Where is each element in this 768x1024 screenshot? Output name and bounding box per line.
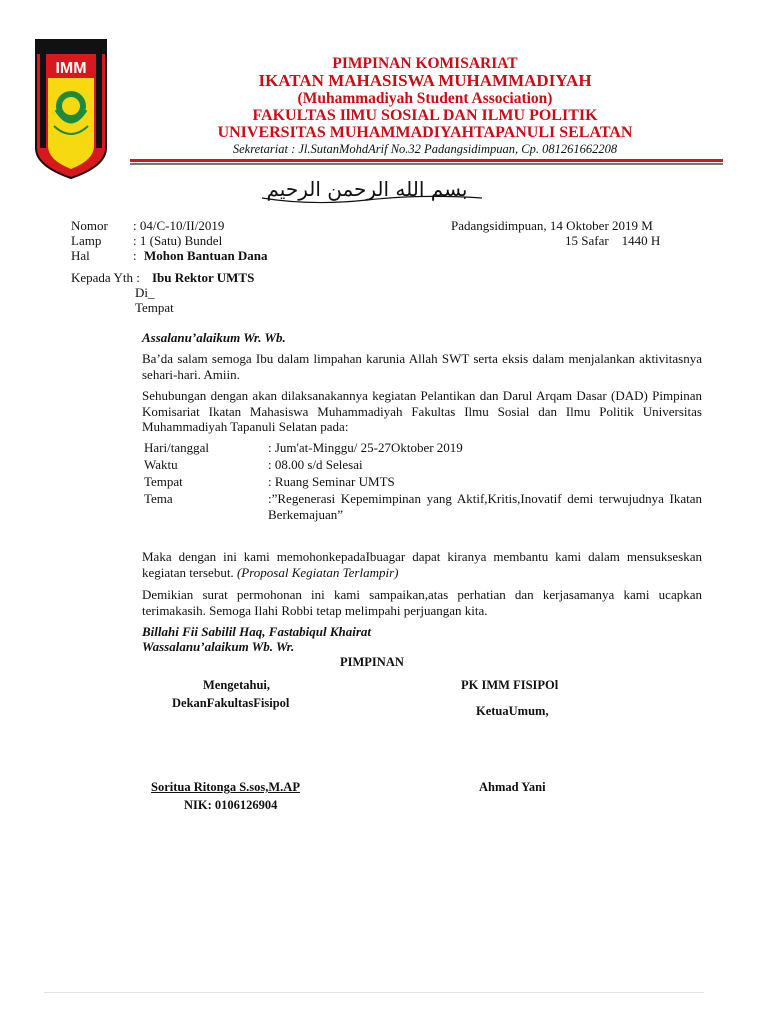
detail-label-time: Waktu <box>144 457 178 472</box>
header-address: Sekretariat : Jl.SutanMohdArif No.32 Padangsidimpuan, Cp. 081261662208 <box>232 142 618 156</box>
letter-date: Padangsidimpuan, 14 Oktober 2019 M <box>451 218 653 233</box>
hal-value: Mohon Bantuan Dana <box>144 248 268 263</box>
detail-value-date: : Jum'at-Minggu/ 25-27Oktober 2019 <box>268 440 463 455</box>
recipient-di: Di_ <box>135 285 155 300</box>
detail-label-place: Tempat <box>144 474 183 489</box>
recipient-tempat: Tempat <box>135 300 174 315</box>
imm-logo <box>32 38 110 180</box>
right-signer-name: Ahmad Yani <box>479 780 546 794</box>
recipient-name: Ibu Rektor UMTS <box>152 270 255 285</box>
left-signer-name: Soritua Ritonga S.sos,M.AP <box>151 780 300 794</box>
signature-heading: PIMPINAN <box>340 655 404 669</box>
basmalah-text: بسم الله الرحمن الرحيم <box>266 177 468 201</box>
closing-line-2: Wassalanu’alaikum Wb. Wr. <box>142 639 295 654</box>
paragraph-3-main: Maka dengan ini kami memohonkepadaIbuagar dapat kiranya membantu kami dalam mensukseskan kegiatan tersebut. <box>142 549 702 580</box>
lamp-value: : 1 (Satu) Bundel <box>133 233 223 248</box>
header-line-1: PIMPINAN KOMISARIAT <box>332 55 518 72</box>
detail-value-theme: :”Regenerasi Kepemimpinan yang Aktif,Kritis,Inovatif demi terwujudnya Ikatan Berkemajuan” <box>268 491 702 522</box>
header-rule-gray <box>130 163 723 165</box>
detail-value-place: : Ruang Seminar UMTS <box>268 474 395 489</box>
header-line-3: (Muhammadiyah Student Association) <box>297 90 553 107</box>
header-line-5: UNIVERSITAS MUHAMMADIYAHTAPANULI SELATAN <box>217 124 633 141</box>
header-line-2: IKATAN MAHASISWA MUHAMMADIYAH <box>258 71 592 90</box>
right-signer-title-2: KetuaUmum, <box>476 704 549 718</box>
paragraph-3 <box>142 549 702 580</box>
basmalah-calligraphy <box>232 168 502 208</box>
paragraph-2: Sehubungan dengan akan dilaksanakannya kegiatan Pelantikan dan Darul Arqam Dasar (DAD) Pimpinan Komisariat Ikatan Mahasiswa Muhammadiyah Fakultas Ilmu Sosial dan Ilmu Politik Universitas Muhammadiyah Tapanuli Selatan pada: <box>142 388 702 434</box>
left-signer-title-1: Mengetahui, <box>203 678 271 692</box>
paragraph-4: Demikian surat permohonan ini kami sampaikan,atas perhatian dan kerjasamanya kami ucapkan terimakasih. Semoga Ilahi Robbi tetap melimpahi perjuangan kita. <box>142 587 702 618</box>
left-signer-nik: NIK: 0106126904 <box>184 798 278 812</box>
closing-line-1: Billahi Fii Sabilil Haq, Fastabiqul Khairat <box>142 624 372 639</box>
paragraph-1: Ba’da salam semoga Ibu dalam limpahan karunia Allah SWT serta eksis dalam menjalankan aktivitasnya sehari-hari. Amiin. <box>142 351 702 382</box>
nomor-label: Nomor <box>71 218 108 233</box>
letter-hijri-date: 15 Safar 1440 H <box>565 233 661 248</box>
detail-value-time: : 08.00 s/d Selesai <box>268 457 363 472</box>
recipient-label: Kepada Yth : <box>71 270 140 285</box>
hal-label: Hal <box>71 248 90 263</box>
greeting: Assalanu’alaikum Wr. Wb. <box>142 330 286 345</box>
right-signer-title-1: PK IMM FISIPOl <box>461 678 559 692</box>
paragraph-3-note: (Proposal Kegiatan Terlampir) <box>236 564 399 580</box>
logo-text: IMM <box>55 60 87 77</box>
detail-label-date: Hari/tanggal <box>144 440 209 455</box>
page-bottom-rule <box>44 992 704 993</box>
detail-label-theme: Tema <box>144 491 173 506</box>
hal-colon: : <box>133 248 137 263</box>
header-rule-red <box>130 159 723 162</box>
left-signer-title-2: DekanFakultasFisipol <box>172 696 290 710</box>
nomor-value: : 04/C-10/II/2019 <box>133 218 225 233</box>
lamp-label: Lamp <box>71 233 102 248</box>
header-line-4: FAKULTAS IlMU SOSIAL DAN ILMU POLITIK <box>252 107 598 124</box>
